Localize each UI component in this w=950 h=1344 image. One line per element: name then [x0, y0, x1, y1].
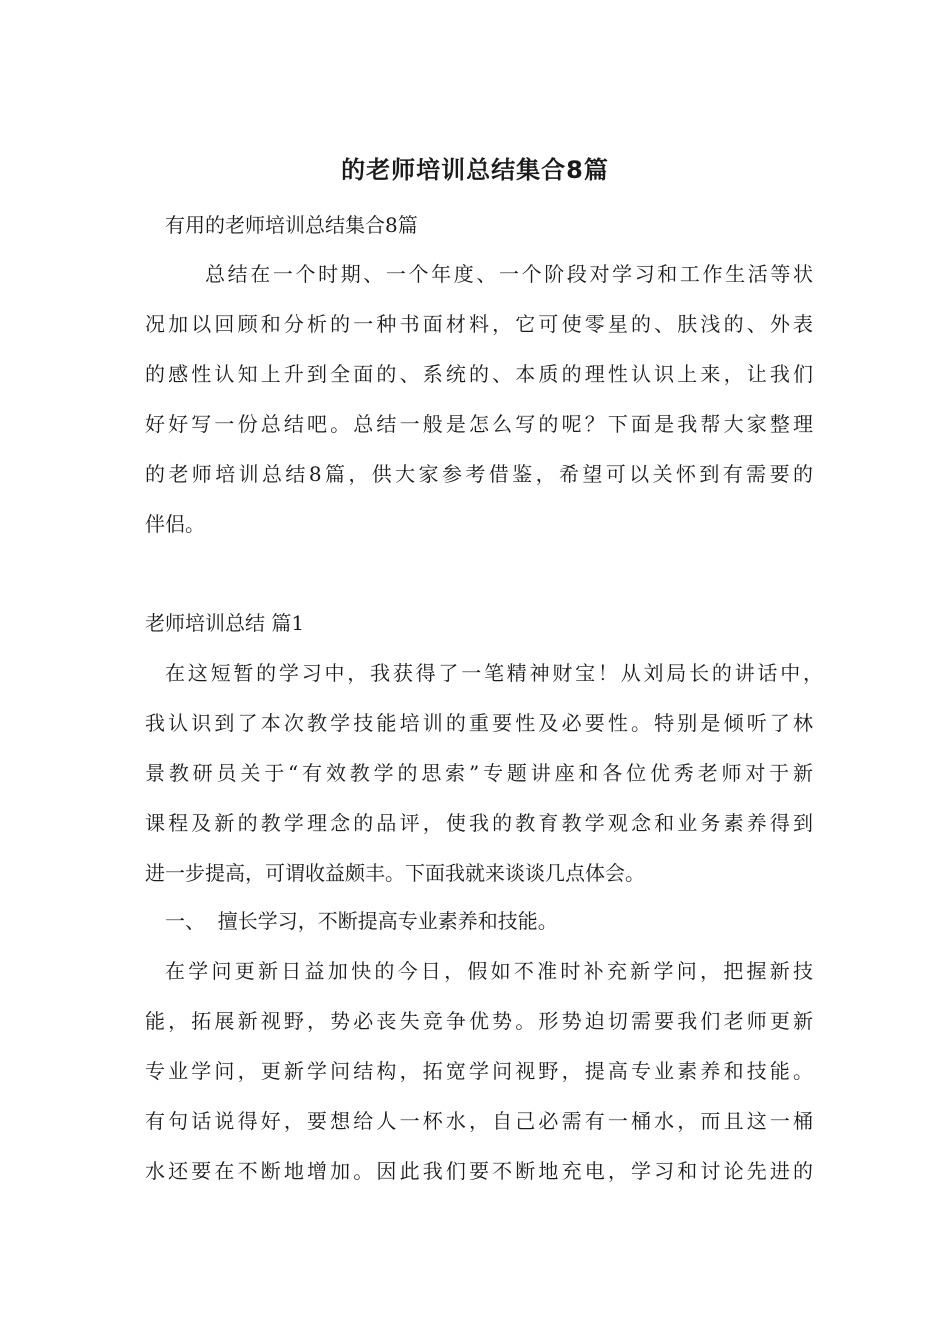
- paragraph-line: 能，拓展新视野，势必丧失竞争优势。形势迫切需要我们老师更新: [145, 1009, 813, 1033]
- paragraph-line: 在这短暂的学习中，我获得了一笔精神财宝！从刘局长的讲话中，: [165, 661, 823, 685]
- document-subtitle: 有用的老师培训总结集合8篇: [165, 213, 418, 237]
- paragraph-line: 我认识到了本次教学技能培训的重要性及必要性。特别是倾听了林: [145, 711, 813, 735]
- section-heading: 老师培训总结 篇1: [145, 611, 305, 635]
- intro-line: 好好写一份总结吧。总结一般是怎么写的呢？下面是我帮大家整理: [145, 412, 813, 436]
- document-title: 的老师培训总结集合8篇: [341, 156, 609, 184]
- intro-line: 的老师培训总结8篇，供大家参考借鉴，希望可以关怀到有需要的: [145, 462, 813, 486]
- intro-line: 伴侣。: [145, 512, 205, 536]
- paragraph-line: 水还要在不断地增加。因此我们要不断地充电，学习和讨论先进的: [145, 1159, 813, 1183]
- intro-line: 的感性认知上升到全面的、系统的、本质的理性认识上来，让我们: [145, 362, 813, 386]
- intro-line: 况加以回顾和分析的一种书面材料，它可使零星的、肤浅的、外表: [145, 312, 813, 336]
- point-heading: 一、 擅长学习，不断提高专业素养和技能。: [165, 909, 558, 933]
- paragraph-line: 专业学问，更新学问结构，拓宽学问视野，提高专业素养和技能。: [145, 1059, 813, 1083]
- paragraph-line: 有句话说得好，要想给人一杯水，自己必需有一桶水，而且这一桶: [145, 1109, 813, 1133]
- intro-line: 总结在一个时期、一个年度、一个阶段对学习和工作生活等状: [205, 262, 813, 286]
- paragraph-line: 在学问更新日益加快的今日，假如不准时补充新学问，把握新技: [165, 959, 813, 983]
- paragraph-line: 景教研员关于“有效教学的思索”专题讲座和各位优秀老师对于新: [145, 761, 813, 785]
- paragraph-line: 课程及新的教学理念的品评，使我的教育教学观念和业务素养得到: [145, 811, 813, 835]
- paragraph-line: 进一步提高，可谓收益颇丰。下面我就来谈谈几点体会。: [145, 861, 645, 885]
